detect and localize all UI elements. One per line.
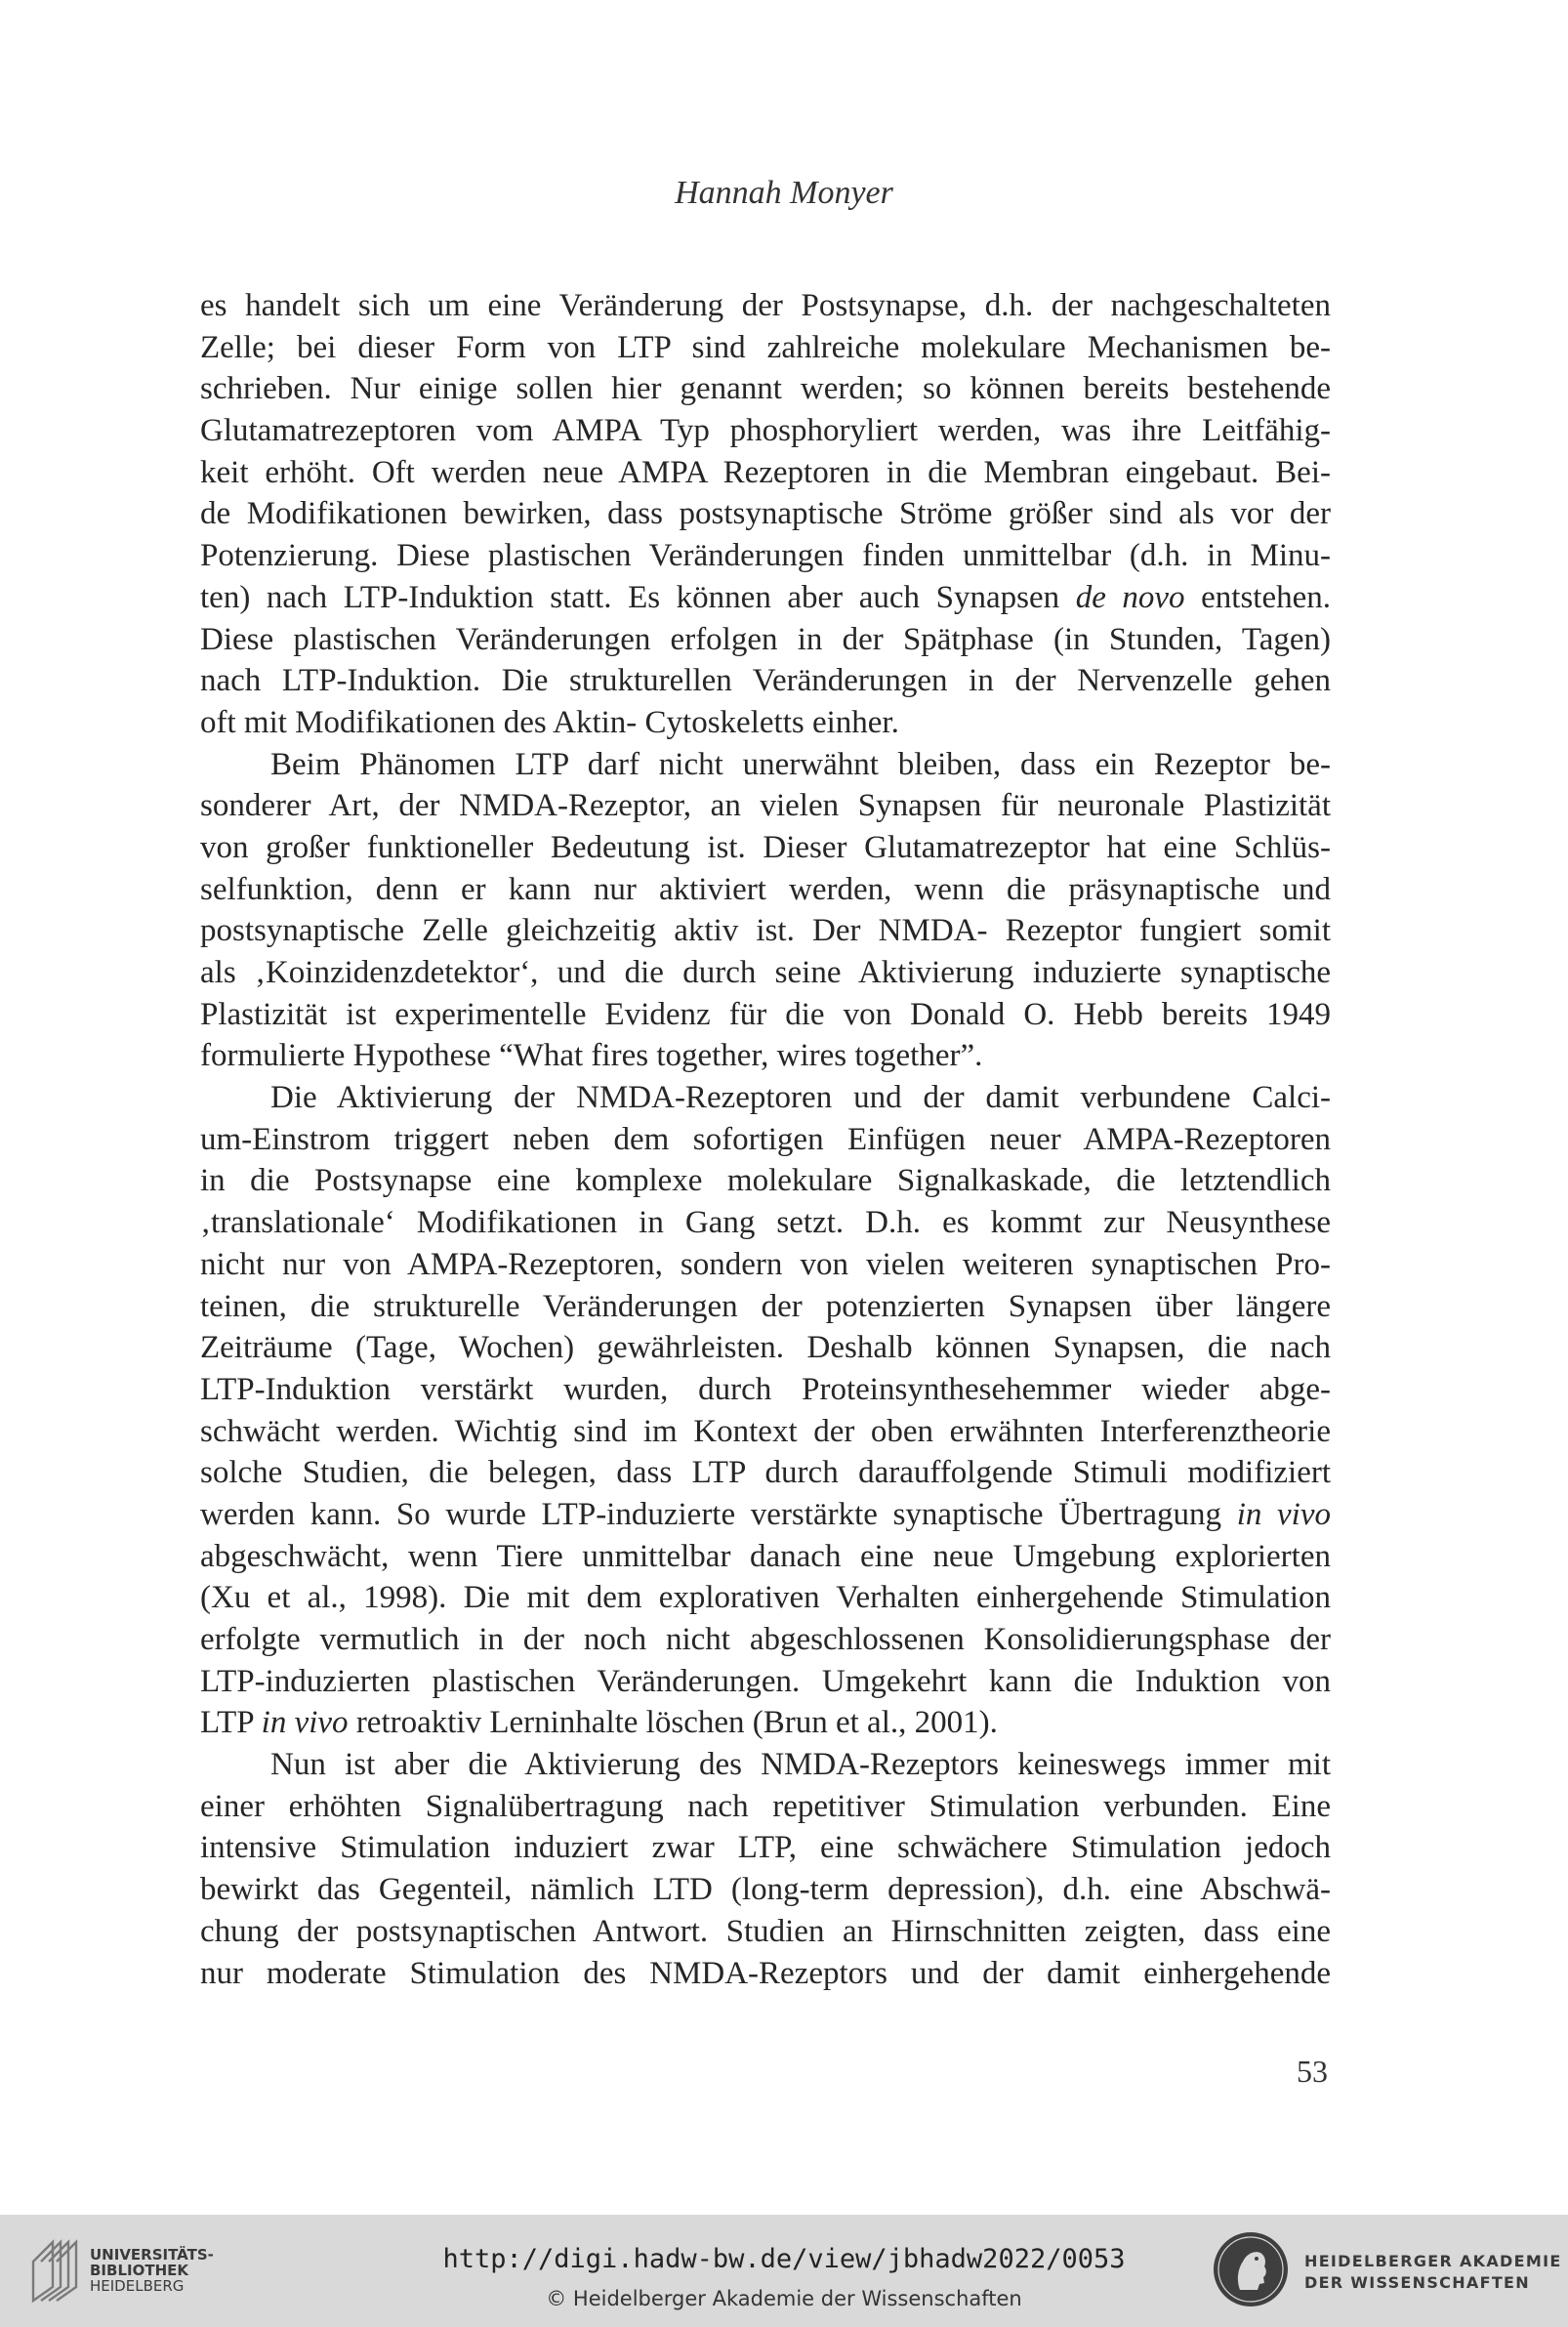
text-line xyxy=(200,452,1331,494)
text-run: erfolgte vermutlich in der noch nicht abgeschlossenen Konsolidierungsphase der xyxy=(200,1622,1331,1657)
text-run: Potenzierung. Diese plastischen Veränderungen finden unmittelbar (d.h. in Minu- xyxy=(200,538,1331,574)
text-line xyxy=(200,744,1331,786)
text-run: keit erhöht. Oft werden neue AMPA Rezeptoren in die Membran eingebaut. Bei- xyxy=(200,454,1331,490)
text-run: entstehen. xyxy=(1184,579,1332,615)
text-line xyxy=(200,410,1331,452)
text-line xyxy=(200,1286,1331,1328)
text-line xyxy=(200,1869,1331,1911)
text-run: schwächt werden. Wichtig sind im Kontext der oben erwähnten Interferenztheorie xyxy=(200,1413,1331,1449)
body-text xyxy=(200,285,1331,1994)
library-name-line: BIBLIOTHEK xyxy=(90,2262,188,2279)
text-line xyxy=(200,1160,1331,1202)
text-run: retroaktiv Lerninhalte löschen (Brun et al., 2001). xyxy=(348,1705,998,1741)
footer-bar xyxy=(0,2215,1568,2327)
text-run: in die Postsynapse eine komplexe molekulare Signalkaskade, die letztendlich xyxy=(200,1163,1331,1199)
text-run: de Modifikationen bewirken, dass postsynaptische Ströme größer sind als vor der xyxy=(200,496,1331,532)
text-run: LTP xyxy=(200,1705,262,1741)
running-head: Hannah Monyer xyxy=(675,175,893,211)
italic-term: in vivo xyxy=(261,1705,349,1741)
text-line xyxy=(200,1369,1331,1411)
text-line xyxy=(200,785,1331,827)
text-run: intensive Stimulation induziert zwar LTP, eine schwächere Stimulation jedoch xyxy=(200,1830,1331,1866)
text-run: chung der postsynaptischen Antwort. Studien an Hirnschnitten zeigten, dass eine xyxy=(200,1913,1331,1949)
text-run: nach LTP-Induktion. Die strukturellen Veränderungen in der Nervenzelle gehen xyxy=(200,663,1331,699)
text-line xyxy=(200,1661,1331,1703)
text-line xyxy=(200,994,1331,1036)
text-run: (Xu et al., 1998). Die mit dem explorativen Verhalten einhergehende Stimulation xyxy=(200,1580,1331,1616)
text-run: LTP-Induktion verstärkt wurden, durch Proteinsynthesehemmer wieder abge- xyxy=(200,1371,1331,1407)
text-line xyxy=(200,1077,1331,1119)
text-line xyxy=(200,1327,1331,1369)
text-line xyxy=(200,619,1331,661)
permalink-url[interactable]: http://digi.hadw-bw.de/view/jbhadw2022/0053 xyxy=(442,2244,1126,2274)
text-line xyxy=(200,660,1331,702)
text-run: formulierte Hypothese “What fires together, wires together”. xyxy=(200,1038,983,1074)
italic-term: de novo xyxy=(1075,579,1185,615)
text-run: Diese plastischen Veränderungen erfolgen in der Spätphase (in Stunden, Tagen) xyxy=(200,621,1331,657)
academy-name xyxy=(1304,2251,1562,2294)
text-line xyxy=(200,1744,1331,1786)
text-run: postsynaptische Zelle gleichzeitig aktiv ist. Der NMDA- Rezeptor fungiert somit xyxy=(200,913,1331,949)
text-line xyxy=(200,1035,1331,1077)
text-run: nur moderate Stimulation des NMDA-Rezeptors und der damit einhergehende xyxy=(200,1955,1331,1991)
text-run: sonderer Art, der NMDA-Rezeptor, an vielen Synapsen für neuronale Plastizität xyxy=(200,788,1331,824)
library-name-line: HEIDELBERG xyxy=(90,2277,185,2295)
text-line xyxy=(200,1577,1331,1619)
text-line xyxy=(200,869,1331,911)
text-line xyxy=(200,493,1331,535)
text-run: Plastizität ist experimentelle Evidenz für die von Donald O. Hebb bereits 1949 xyxy=(200,996,1331,1032)
text-line xyxy=(200,1411,1331,1453)
text-run: abgeschwächt, wenn Tiere unmittelbar danach eine neue Umgebung explorierten xyxy=(200,1538,1331,1574)
text-run: von großer funktioneller Bedeutung ist. Dieser Glutamatrezeptor hat eine Schlüs- xyxy=(200,829,1331,865)
copyright-notice: © Heidelberger Akademie der Wissenschaften xyxy=(546,2287,1022,2310)
text-run: Zeiträume (Tage, Wochen) gewährleisten. Deshalb können Synapsen, die nach xyxy=(200,1330,1331,1366)
text-run: bewirkt das Gegenteil, nämlich LTD (long-term depression), d.h. eine Abschwä- xyxy=(200,1872,1331,1908)
text-line xyxy=(200,1494,1331,1536)
text-run: ‚translationale‘ Modifikationen in Gang setzt. D.h. es kommt zur Neusynthese xyxy=(200,1205,1331,1241)
text-run: Zelle; bei dieser Form von LTP sind zahlreiche molekulare Mechanismen be- xyxy=(200,329,1331,365)
text-run: es handelt sich um eine Veränderung der Postsynapse, d.h. der nachgeschalteten xyxy=(200,288,1331,323)
text-run: Beim Phänomen LTP darf nicht unerwähnt bleiben, dass ein Rezeptor be- xyxy=(270,746,1331,782)
text-line xyxy=(200,327,1331,369)
library-name-line: UNIVERSITÄTS- xyxy=(90,2246,214,2264)
text-run: nicht nur von AMPA-Rezeptoren, sondern von vielen weiteren synaptischen Pro- xyxy=(200,1246,1331,1282)
text-run: schrieben. Nur einige sollen hier genannt werden; so können bereits bestehende xyxy=(200,371,1331,407)
text-run: Glutamatrezeptoren vom AMPA Typ phosphoryliert werden, was ihre Leitfähig- xyxy=(200,413,1331,449)
academy-name-line: HEIDELBERGER AKADEMIE xyxy=(1304,2252,1562,2270)
text-run: teinen, die strukturelle Veränderungen der potenzierten Synapsen über längere xyxy=(200,1288,1331,1324)
text-line xyxy=(200,1702,1331,1744)
text-line xyxy=(200,368,1331,410)
text-run: solche Studien, die belegen, dass LTP durch darauffolgende Stimuli modifiziert xyxy=(200,1455,1331,1491)
text-line xyxy=(200,1452,1331,1494)
text-run: Die Aktivierung der NMDA-Rezeptoren und der damit verbundene Calci- xyxy=(270,1080,1331,1116)
text-line xyxy=(200,1244,1331,1286)
text-line xyxy=(200,952,1331,994)
page-number: 53 xyxy=(1297,2054,1328,2089)
text-run: selfunktion, denn er kann nur aktiviert werden, wenn die präsynaptische und xyxy=(200,871,1331,907)
text-line xyxy=(200,1953,1331,1995)
text-line xyxy=(200,1827,1331,1869)
text-run: ten) nach LTP-Induktion statt. Es können aber auch Synapsen xyxy=(200,579,1076,615)
text-line xyxy=(200,285,1331,327)
text-line xyxy=(200,577,1331,619)
text-line xyxy=(200,702,1331,744)
text-run: einer erhöhten Signalübertragung nach repetitiver Stimulation verbunden. Eine xyxy=(200,1788,1331,1824)
academy-seal-logo xyxy=(1211,2229,1291,2309)
text-run: um-Einstrom triggert neben dem sofortigen Einfügen neuer AMPA-Rezeptoren xyxy=(200,1121,1331,1157)
text-line xyxy=(200,1619,1331,1661)
text-line xyxy=(200,910,1331,952)
text-line xyxy=(200,535,1331,577)
text-line xyxy=(200,1119,1331,1161)
text-run: als ‚Koinzidenzdetektor‘, und die durch seine Aktivierung induzierte synaptische xyxy=(200,955,1331,990)
text-line xyxy=(200,1786,1331,1828)
text-line xyxy=(200,1536,1331,1578)
italic-term: in vivo xyxy=(1236,1496,1331,1532)
academy-name-line: DER WISSENSCHAFTEN xyxy=(1304,2273,1530,2292)
text-line xyxy=(200,1202,1331,1244)
text-run: LTP-induzierten plastischen Veränderungen. Umgekehrt kann die Induktion von xyxy=(200,1663,1331,1699)
text-line xyxy=(200,1911,1331,1953)
text-run: oft mit Modifikationen des Aktin- Cytoskeletts einher. xyxy=(200,704,899,740)
text-run: Nun ist aber die Aktivierung des NMDA-Rezeptors keineswegs immer mit xyxy=(270,1747,1331,1783)
text-run: werden kann. So wurde LTP-induzierte verstärkte synaptische Übertragung xyxy=(200,1496,1237,1532)
text-line xyxy=(200,827,1331,869)
